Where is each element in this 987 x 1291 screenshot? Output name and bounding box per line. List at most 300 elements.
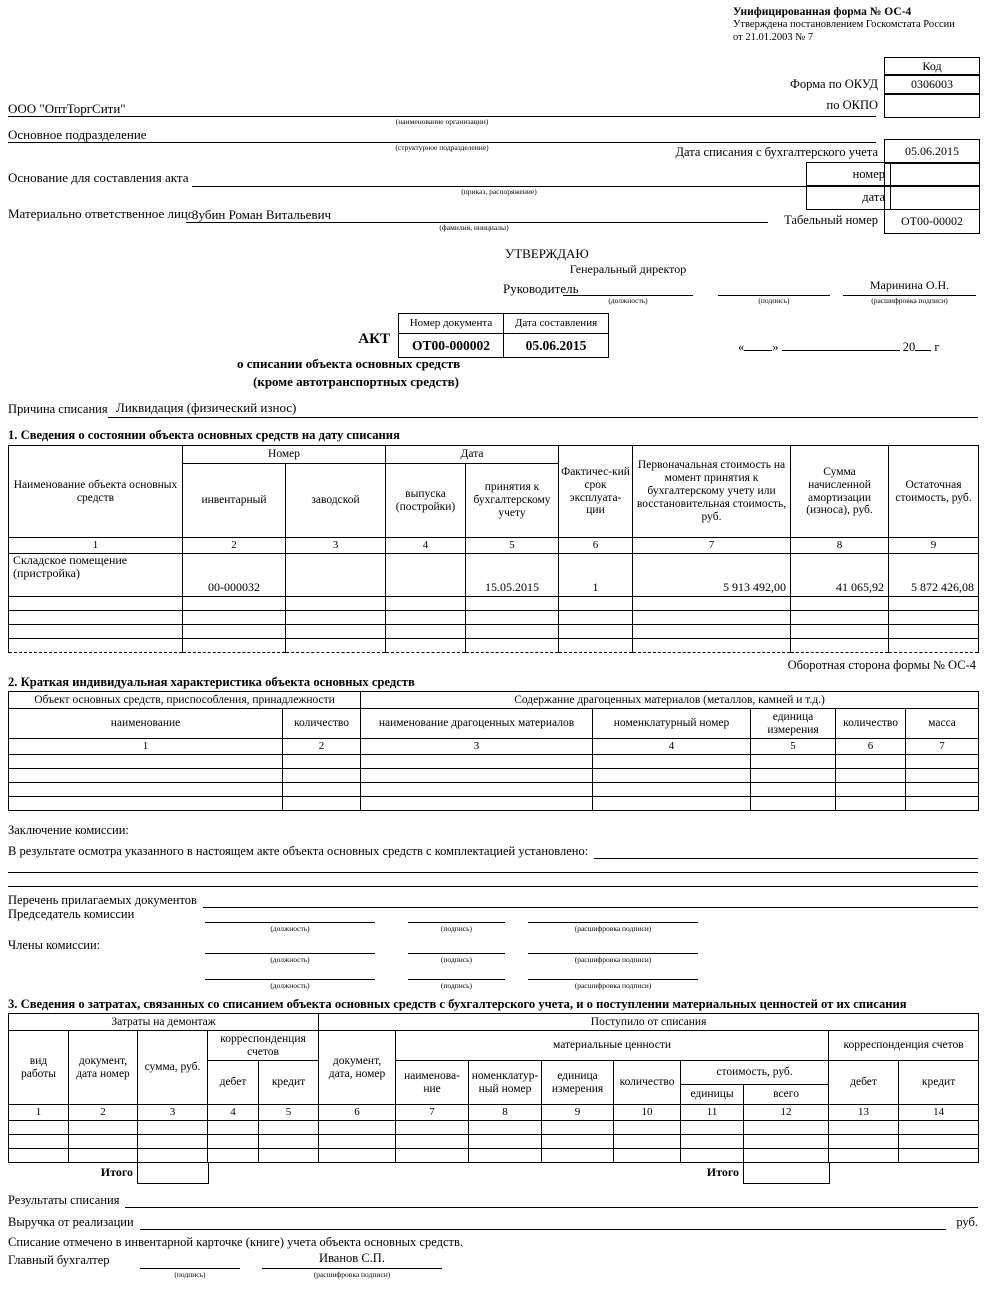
empty-cell bbox=[469, 1149, 542, 1163]
empty-cell bbox=[751, 769, 836, 783]
empty-cell bbox=[138, 1121, 208, 1135]
chairman-name-line bbox=[528, 907, 698, 923]
date-value-box bbox=[884, 185, 980, 210]
section3-table bbox=[8, 1013, 979, 1163]
head-label: Руководитель bbox=[503, 281, 579, 296]
empty-cell bbox=[542, 1135, 614, 1149]
okpo-label: по ОКПО bbox=[826, 98, 878, 112]
s3-col-credit2-header: кредит bbox=[899, 1061, 979, 1105]
s3-col-doc1-header: документ, дата номер bbox=[69, 1031, 138, 1105]
empty-cell bbox=[9, 625, 183, 639]
empty-cell bbox=[593, 797, 751, 811]
empty-cell bbox=[9, 783, 283, 797]
s3-colnum: 5 bbox=[259, 1105, 319, 1121]
documents-blank-line bbox=[203, 892, 978, 908]
members-label: Члены комиссии: bbox=[8, 938, 101, 952]
form-approved-line2: от 21.01.2003 № 7 bbox=[733, 32, 814, 44]
s2-colnum: 4 bbox=[593, 739, 751, 755]
empty-cell bbox=[9, 1121, 69, 1135]
blank-day-line bbox=[744, 339, 772, 351]
empty-cell bbox=[791, 625, 889, 639]
empty-cell bbox=[633, 625, 791, 639]
card-note: Списание отмечено в инвентарной карточке (книге) учета объекта основных средств. bbox=[8, 1235, 463, 1249]
empty-cell bbox=[283, 783, 361, 797]
basis-label: Основание для составления акта bbox=[8, 170, 189, 185]
empty-cell bbox=[469, 1135, 542, 1149]
empty-cell bbox=[633, 597, 791, 611]
member1-signature-hint: (подпись) bbox=[440, 955, 473, 964]
s3-group-received: Поступило от списания bbox=[319, 1014, 979, 1031]
documents-row bbox=[8, 892, 978, 908]
s1-empty-row bbox=[9, 639, 979, 653]
s3-col-debit1-header: дебет bbox=[208, 1061, 259, 1105]
approve-word: УТВЕРЖДАЮ bbox=[505, 246, 589, 261]
empty-cell bbox=[208, 1135, 259, 1149]
s1-colnum: 2 bbox=[183, 538, 286, 554]
s1-row-issue-date bbox=[386, 554, 466, 597]
empty-cell bbox=[69, 1149, 138, 1163]
s3-colnum: 14 bbox=[899, 1105, 979, 1121]
empty-cell bbox=[906, 769, 979, 783]
member2-signature-line bbox=[408, 964, 505, 980]
empty-cell bbox=[889, 639, 979, 653]
s1-row-factory bbox=[286, 554, 386, 597]
s3-colnum: 1 bbox=[9, 1105, 69, 1121]
empty-cell bbox=[466, 597, 559, 611]
empty-cell bbox=[899, 1135, 979, 1149]
reason-line: Ликвидация (физический износ) bbox=[108, 400, 978, 418]
s3-col-mat-nom-header: номенклатур-ный номер bbox=[469, 1061, 542, 1105]
empty-cell bbox=[361, 755, 593, 769]
empty-cell bbox=[614, 1121, 681, 1135]
empty-cell bbox=[559, 597, 633, 611]
empty-cell bbox=[469, 1121, 542, 1135]
empty-cell bbox=[593, 755, 751, 769]
act-word: АКТ bbox=[358, 331, 390, 347]
number-label-cell: номер bbox=[806, 162, 891, 187]
s3-colnum: 3 bbox=[138, 1105, 208, 1121]
s3-colnum: 11 bbox=[681, 1105, 744, 1121]
member1-signature-line bbox=[408, 938, 505, 954]
s3-col-mat-name-header: наименова-ние bbox=[396, 1061, 469, 1105]
conclusion-writing-line-2 bbox=[8, 871, 978, 887]
s3-colnum: 9 bbox=[542, 1105, 614, 1121]
empty-cell bbox=[396, 1149, 469, 1163]
empty-cell bbox=[208, 1121, 259, 1135]
rub-label: руб. bbox=[956, 1215, 978, 1229]
s2-empty-row bbox=[9, 755, 979, 769]
s1-col-initial-header: Первоначальная стоимость на момент принятия к бухгалтерскому учету или восстановительная стоимость, руб. bbox=[633, 446, 791, 538]
empty-cell bbox=[208, 1149, 259, 1163]
member2-position-hint: (должность) bbox=[270, 981, 310, 990]
chairman-name-hint: (расшифровка подписи) bbox=[574, 924, 652, 933]
empty-cell bbox=[889, 597, 979, 611]
s1-colnum: 5 bbox=[466, 538, 559, 554]
s3-col-doc2-header: документ, дата, номер bbox=[319, 1031, 396, 1105]
empty-cell bbox=[681, 1149, 744, 1163]
chairman-signature-hint: (подпись) bbox=[440, 924, 473, 933]
member2-name-line bbox=[528, 964, 698, 980]
s3-colnum: 6 bbox=[319, 1105, 396, 1121]
empty-cell bbox=[899, 1149, 979, 1163]
empty-cell bbox=[466, 611, 559, 625]
conclusion-label: Заключение комиссии: bbox=[8, 823, 129, 837]
empty-cell bbox=[138, 1149, 208, 1163]
form-title: Унифицированная форма № ОС-4 bbox=[733, 6, 912, 18]
s1-group-number: Номер bbox=[183, 446, 386, 464]
head-name-line: Маринина О.Н. bbox=[843, 278, 976, 296]
empty-cell bbox=[319, 1135, 396, 1149]
empty-cell bbox=[744, 1135, 829, 1149]
empty-cell bbox=[751, 797, 836, 811]
s1-col-issue-header: выпуска (постройки) bbox=[386, 464, 466, 538]
s3-col-sum-header: сумма, руб. bbox=[138, 1031, 208, 1105]
empty-cell bbox=[836, 797, 906, 811]
chairman-position-line bbox=[205, 907, 375, 923]
responsible-line bbox=[186, 206, 768, 223]
empty-cell bbox=[466, 639, 559, 653]
act-subtitle-2: (кроме автотранспортных средств) bbox=[253, 374, 459, 389]
empty-cell bbox=[361, 769, 593, 783]
empty-cell bbox=[593, 783, 751, 797]
empty-cell bbox=[906, 783, 979, 797]
s2-colnum: 6 bbox=[836, 739, 906, 755]
division-hint: (структурное подразделение) bbox=[395, 143, 489, 152]
empty-cell bbox=[906, 755, 979, 769]
total-right-box bbox=[743, 1162, 830, 1184]
s1-colnum: 9 bbox=[889, 538, 979, 554]
s3-group-dismantle: Затраты на демонтаж bbox=[9, 1014, 319, 1031]
s1-row-name: Складское помещение (пристройка) bbox=[9, 554, 183, 597]
s3-col-debit2-header: дебет bbox=[829, 1061, 899, 1105]
empty-cell bbox=[9, 597, 183, 611]
s1-col-factory-header: заводской bbox=[286, 464, 386, 538]
empty-cell bbox=[69, 1121, 138, 1135]
blank-year-suffix: г bbox=[934, 340, 940, 354]
empty-cell bbox=[751, 755, 836, 769]
s1-row-life: 1 bbox=[559, 554, 633, 597]
s3-group-cost: стоимость, руб. bbox=[681, 1061, 829, 1085]
s1-empty-row bbox=[9, 597, 979, 611]
number-value-box bbox=[884, 162, 980, 187]
writeoff-date-label: Дата списания с бухгалтерского учета bbox=[675, 145, 878, 159]
section2-table bbox=[8, 691, 979, 811]
empty-cell bbox=[386, 625, 466, 639]
s2-col-qty2-header: количество bbox=[836, 709, 906, 739]
writeoff-date-box: 05.06.2015 bbox=[884, 139, 980, 164]
s2-colnum: 1 bbox=[9, 739, 283, 755]
blank-date bbox=[738, 339, 940, 355]
member2-position-line bbox=[205, 964, 375, 980]
documents-label: Перечень прилагаемых документов bbox=[8, 893, 197, 907]
s2-colnum: 7 bbox=[906, 739, 979, 755]
s2-col-precious-name-header: наименование драгоценных материалов bbox=[361, 709, 593, 739]
empty-cell bbox=[542, 1121, 614, 1135]
s1-colnum: 3 bbox=[286, 538, 386, 554]
empty-cell bbox=[361, 797, 593, 811]
empty-cell bbox=[829, 1135, 899, 1149]
accountant-label: Главный бухгалтер bbox=[8, 1253, 110, 1267]
s3-group-corr2: корреспонденция счетов bbox=[829, 1031, 979, 1061]
act-date-value: 05.06.2015 bbox=[504, 334, 609, 358]
accountant-signature-hint: (подпись) bbox=[174, 1270, 206, 1279]
chairman-label: Председатель комиссии bbox=[8, 907, 135, 921]
s2-col-qty-header: количество bbox=[283, 709, 361, 739]
s2-group-precious: Содержание драгоценных материалов (металлов, камней и т.д.) bbox=[361, 692, 979, 709]
s1-colnum: 4 bbox=[386, 538, 466, 554]
empty-cell bbox=[386, 597, 466, 611]
s1-col-residual-header: Остаточная стоимость, руб. bbox=[889, 446, 979, 538]
empty-cell bbox=[559, 611, 633, 625]
act-subtitle-1: о списании объекта основных средств bbox=[237, 356, 461, 371]
s3-empty-row bbox=[9, 1121, 979, 1135]
accountant-signature-line bbox=[140, 1253, 240, 1269]
s2-empty-row bbox=[9, 783, 979, 797]
empty-cell bbox=[9, 769, 283, 783]
s3-colnum: 12 bbox=[744, 1105, 829, 1121]
s2-col-nomenclature-header: номенклатурный номер bbox=[593, 709, 751, 739]
empty-cell bbox=[744, 1149, 829, 1163]
responsible-name: Зубин Роман Витальевич bbox=[192, 207, 332, 222]
total-right-label: Итого bbox=[706, 1165, 739, 1179]
accountant-name-hint: (расшифровка подписи) bbox=[313, 1270, 391, 1279]
basis-line bbox=[192, 170, 806, 187]
s3-colnum: 13 bbox=[829, 1105, 899, 1121]
s2-col-unit-header: единица измерения bbox=[751, 709, 836, 739]
section1-title: 1. Сведения о состоянии объекта основных средств на дату списания bbox=[8, 428, 400, 442]
s2-empty-row bbox=[9, 769, 979, 783]
s1-col-accept-header: принятия к бухгалтерскому учету bbox=[466, 464, 559, 538]
empty-cell bbox=[836, 755, 906, 769]
empty-cell bbox=[791, 639, 889, 653]
empty-cell bbox=[286, 611, 386, 625]
empty-cell bbox=[396, 1121, 469, 1135]
results-row bbox=[8, 1192, 978, 1208]
s2-col-name-header: наименование bbox=[9, 709, 283, 739]
results-blank-line bbox=[125, 1192, 978, 1208]
s3-empty-row bbox=[9, 1149, 979, 1163]
blank-date-open-quote: « bbox=[738, 340, 745, 354]
s1-empty-row bbox=[9, 625, 979, 639]
head-position-hint: (должность) bbox=[608, 296, 648, 305]
empty-cell bbox=[559, 639, 633, 653]
s3-col-credit1-header: кредит bbox=[259, 1061, 319, 1105]
chairman-position-hint: (должность) bbox=[270, 924, 310, 933]
empty-cell bbox=[889, 611, 979, 625]
revenue-label: Выручка от реализации bbox=[8, 1215, 134, 1229]
section1-table bbox=[8, 445, 979, 653]
s2-col-mass-header: масса bbox=[906, 709, 979, 739]
okpo-value-box bbox=[884, 93, 980, 118]
s2-group-object: Объект основных средств, приспособления, принадлежности bbox=[9, 692, 361, 709]
org-name: ООО "ОптТоргСити" bbox=[8, 101, 126, 116]
s3-colnum: 7 bbox=[396, 1105, 469, 1121]
empty-cell bbox=[183, 597, 286, 611]
member2-name-hint: (расшифровка подписи) bbox=[574, 981, 652, 990]
empty-cell bbox=[9, 755, 283, 769]
s2-colnum: 5 bbox=[751, 739, 836, 755]
act-number-value: ОТ00-000002 bbox=[399, 334, 504, 358]
revenue-blank-line bbox=[140, 1214, 947, 1230]
empty-cell bbox=[259, 1135, 319, 1149]
act-number-col-label: Номер документа bbox=[399, 314, 504, 334]
head-signature-hint: (подпись) bbox=[758, 296, 790, 305]
conclusion-text: В результате осмотра указанного в настоящем акте объекта основных средств с комплектацией установлено: bbox=[8, 844, 589, 858]
s1-col-life-header: Фактичес-кий срок эксплуата-ции bbox=[559, 446, 633, 538]
s3-colnum: 10 bbox=[614, 1105, 681, 1121]
s1-colnum: 1 bbox=[9, 538, 183, 554]
empty-cell bbox=[836, 783, 906, 797]
responsible-label: Материально ответственное лицо bbox=[8, 206, 195, 221]
s1-col-inventory-header: инвентарный bbox=[183, 464, 286, 538]
empty-cell bbox=[633, 639, 791, 653]
s1-col-name-header: Наименование объекта основных средств bbox=[9, 446, 183, 538]
s2-colnum: 2 bbox=[283, 739, 361, 755]
responsible-hint: (фамилия, инициалы) bbox=[439, 223, 509, 232]
s3-colnum: 2 bbox=[69, 1105, 138, 1121]
chairman-signature-line bbox=[408, 907, 505, 923]
empty-cell bbox=[286, 639, 386, 653]
empty-cell bbox=[283, 797, 361, 811]
total-left-label: Итого bbox=[100, 1165, 133, 1179]
empty-cell bbox=[899, 1121, 979, 1135]
empty-cell bbox=[9, 797, 283, 811]
empty-cell bbox=[614, 1149, 681, 1163]
org-name-line bbox=[8, 100, 876, 117]
empty-cell bbox=[319, 1121, 396, 1135]
empty-cell bbox=[259, 1149, 319, 1163]
s1-group-date: Дата bbox=[386, 446, 559, 464]
empty-cell bbox=[9, 611, 183, 625]
empty-cell bbox=[9, 1149, 69, 1163]
empty-cell bbox=[829, 1121, 899, 1135]
empty-cell bbox=[319, 1149, 396, 1163]
s1-colnum: 7 bbox=[633, 538, 791, 554]
s1-row-initial-cost: 5 913 492,00 bbox=[633, 554, 791, 597]
empty-cell bbox=[259, 1121, 319, 1135]
act-doc-table bbox=[398, 313, 609, 358]
basis-hint: (приказ, распоряжение) bbox=[461, 187, 537, 196]
blank-year-prefix: 20 bbox=[902, 340, 916, 354]
reason-label: Причина списания bbox=[8, 402, 108, 416]
s3-col-cost-unit-header: единицы bbox=[681, 1085, 744, 1105]
member1-position-hint: (должность) bbox=[270, 955, 310, 964]
empty-cell bbox=[791, 597, 889, 611]
empty-cell bbox=[751, 783, 836, 797]
empty-cell bbox=[183, 611, 286, 625]
accountant-name-line: Иванов С.П. bbox=[262, 1251, 442, 1269]
division-line bbox=[8, 126, 876, 143]
empty-cell bbox=[633, 611, 791, 625]
empty-cell bbox=[286, 625, 386, 639]
s1-colnum: 6 bbox=[559, 538, 633, 554]
form-approved-line1: Утверждена постановлением Госкомстата России bbox=[733, 19, 955, 30]
blank-month-line bbox=[782, 339, 900, 351]
s3-col-cost-total-header: всего bbox=[744, 1085, 829, 1105]
blank-date-close-quote: » bbox=[772, 340, 779, 354]
personnel-number-box: ОТ00-00002 bbox=[884, 209, 980, 234]
head-position-line: Генеральный директор bbox=[563, 262, 693, 296]
okud-value-box: 0306003 bbox=[884, 74, 980, 95]
empty-cell bbox=[889, 625, 979, 639]
revenue-row bbox=[8, 1214, 978, 1230]
empty-cell bbox=[614, 1135, 681, 1149]
s1-row-residual: 5 872 426,08 bbox=[889, 554, 979, 597]
empty-cell bbox=[744, 1121, 829, 1135]
s2-empty-row bbox=[9, 797, 979, 811]
empty-cell bbox=[183, 625, 286, 639]
empty-cell bbox=[396, 1135, 469, 1149]
member1-name-hint: (расшифровка подписи) bbox=[574, 955, 652, 964]
empty-cell bbox=[361, 783, 593, 797]
personnel-number-label: Табельный номер bbox=[784, 213, 878, 227]
empty-cell bbox=[681, 1121, 744, 1135]
empty-cell bbox=[386, 611, 466, 625]
empty-cell bbox=[836, 769, 906, 783]
empty-cell bbox=[386, 639, 466, 653]
empty-cell bbox=[9, 1135, 69, 1149]
okud-label: Форма по ОКУД bbox=[790, 77, 878, 91]
empty-cell bbox=[9, 639, 183, 653]
s1-col-depreciation-header: Сумма начисленной амортизации (износа), руб. bbox=[791, 446, 889, 538]
s3-empty-row bbox=[9, 1135, 979, 1149]
s3-col-mat-unit-header: единица измерения bbox=[542, 1061, 614, 1105]
s3-group-material: материальные ценности bbox=[396, 1031, 829, 1061]
empty-cell bbox=[593, 769, 751, 783]
s1-row-accept-date: 15.05.2015 bbox=[466, 554, 559, 597]
blank-year-line bbox=[915, 339, 931, 351]
s3-col-mat-qty-header: количество bbox=[614, 1061, 681, 1105]
division-label: Основное подразделение bbox=[8, 127, 147, 142]
empty-cell bbox=[559, 625, 633, 639]
total-left-box bbox=[137, 1162, 209, 1184]
act-date-col-label: Дата составления bbox=[504, 314, 609, 334]
member1-position-line bbox=[205, 938, 375, 954]
section2-title: 2. Краткая индивидуальная характеристика объекта основных средств bbox=[8, 675, 415, 689]
s3-colnum: 8 bbox=[469, 1105, 542, 1121]
member1-name-line bbox=[528, 938, 698, 954]
empty-cell bbox=[138, 1135, 208, 1149]
s1-row-depreciation: 41 065,92 bbox=[791, 554, 889, 597]
empty-cell bbox=[681, 1135, 744, 1149]
empty-cell bbox=[286, 597, 386, 611]
s3-col-work-type-header: вид работы bbox=[9, 1031, 69, 1105]
form-reference-block bbox=[733, 6, 983, 44]
date-label-cell: дата bbox=[806, 185, 891, 210]
s1-empty-row bbox=[9, 611, 979, 625]
code-header-box: Код bbox=[884, 57, 980, 76]
section3-title: 3. Сведения о затратах, связанных со списанием объекта основных средств с бухгалтерского учета, и о поступлении материальных ценностей от их списания bbox=[8, 997, 907, 1011]
empty-cell bbox=[829, 1149, 899, 1163]
s1-colnum: 8 bbox=[791, 538, 889, 554]
results-label: Результаты списания bbox=[8, 1193, 120, 1207]
empty-cell bbox=[906, 797, 979, 811]
empty-cell bbox=[542, 1149, 614, 1163]
s3-colnum: 4 bbox=[208, 1105, 259, 1121]
empty-cell bbox=[283, 755, 361, 769]
s3-group-corr1: корреспонденция счетов bbox=[208, 1031, 319, 1061]
empty-cell bbox=[791, 611, 889, 625]
empty-cell bbox=[283, 769, 361, 783]
empty-cell bbox=[466, 625, 559, 639]
org-name-hint: (наименование организации) bbox=[395, 117, 489, 126]
empty-cell bbox=[69, 1135, 138, 1149]
empty-cell bbox=[183, 639, 286, 653]
head-signature-line bbox=[718, 280, 830, 296]
member2-signature-hint: (подпись) bbox=[440, 981, 473, 990]
s2-colnum: 3 bbox=[361, 739, 593, 755]
reverse-side-note: Оборотная сторона формы № ОС-4 bbox=[787, 658, 976, 672]
